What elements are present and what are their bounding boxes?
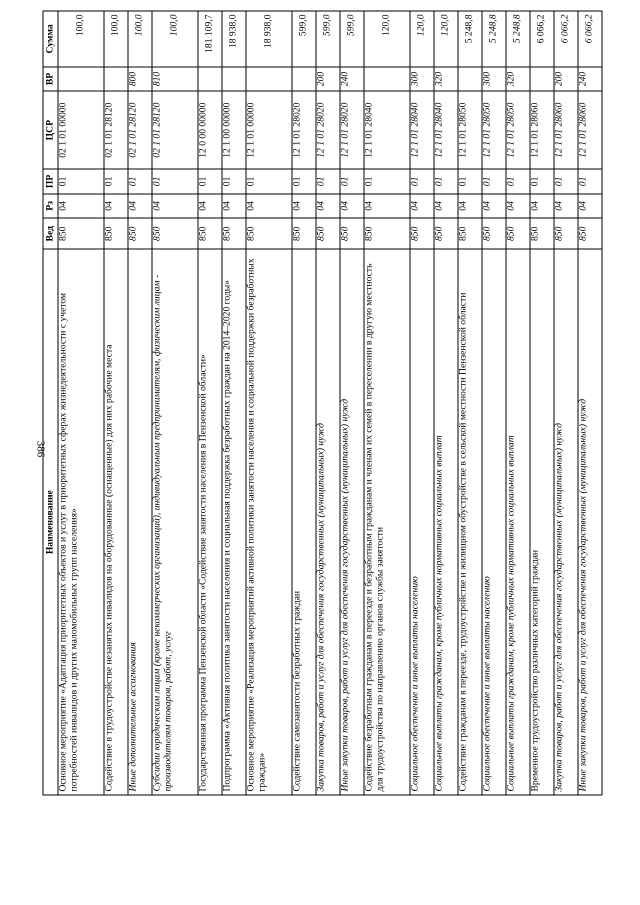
cell-sum: 100,0 (58, 11, 104, 67)
cell-ved: 850 (246, 218, 292, 249)
cell-name: Иные закупки товаров, работ и услуг для обеспечения государственных (муниципальных) нужд (578, 249, 602, 795)
cell-name: Социальное обеспечение и иные выплаты населению (410, 249, 434, 795)
cell-rz: 04 (58, 194, 104, 219)
cell-csr: 12 1 01 28020 (316, 91, 340, 169)
table-row (316, 11, 340, 795)
table-row (222, 11, 246, 795)
cell-pr: 01 (246, 169, 292, 194)
cell-name: Содействие безработным гражданам в переезде и безработным гражданам и членам их семей в переселении в другую местность для трудоустройства по направлению органов службы занятости (364, 249, 410, 795)
table-row (58, 11, 104, 795)
cell-pr: 01 (198, 169, 222, 194)
cell-vr (292, 67, 316, 92)
cell-ved: 850 (434, 218, 458, 249)
cell-rz: 04 (104, 194, 128, 219)
cell-sum: 599,0 (340, 11, 364, 67)
table-row (104, 11, 128, 795)
cell-ved: 850 (104, 218, 128, 249)
cell-ved: 850 (198, 218, 222, 249)
cell-csr: 12 1 01 00000 (246, 91, 292, 169)
cell-name: Социальные выплаты гражданам, кроме публичных нормативных социальных выплат (434, 249, 458, 795)
cell-pr: 01 (316, 169, 340, 194)
cell-name: Закупка товаров, работ и услуг для обеспечения государственных (муниципальных) нужд (554, 249, 578, 795)
table-row (292, 11, 316, 795)
table-row (340, 11, 364, 795)
cell-ved: 850 (482, 218, 506, 249)
header-pr: ПР (43, 169, 58, 194)
cell-vr: 320 (506, 67, 530, 92)
cell-rz: 04 (152, 194, 198, 219)
table-row (482, 11, 506, 795)
cell-rz: 04 (506, 194, 530, 219)
cell-ved: 850 (152, 218, 198, 249)
cell-rz: 04 (128, 194, 152, 219)
cell-rz: 04 (292, 194, 316, 219)
cell-sum: 6 066,2 (530, 11, 554, 67)
cell-vr (458, 67, 482, 92)
cell-ved: 850 (410, 218, 434, 249)
table-header-row (43, 11, 58, 795)
cell-vr (104, 67, 128, 92)
table-row (578, 11, 602, 795)
cell-rz: 04 (198, 194, 222, 219)
table-row (152, 11, 198, 795)
cell-csr: 12 0 00 00000 (198, 91, 222, 169)
cell-rz: 04 (482, 194, 506, 219)
cell-vr: 320 (434, 67, 458, 92)
cell-sum: 120,0 (410, 11, 434, 67)
cell-sum: 6 066,2 (578, 11, 602, 67)
cell-name: Социальное обеспечение и иные выплаты населению (482, 249, 506, 795)
cell-pr: 01 (482, 169, 506, 194)
cell-vr: 800 (128, 67, 152, 92)
table-row (410, 11, 434, 795)
cell-pr: 01 (530, 169, 554, 194)
cell-vr (222, 67, 246, 92)
page-number: 386 (34, 440, 47, 458)
cell-pr: 01 (364, 169, 410, 194)
table-row (530, 11, 554, 795)
table-row (506, 11, 530, 795)
cell-csr: 12 1 01 28060 (554, 91, 578, 169)
budget-table (43, 11, 603, 796)
table-row (128, 11, 152, 795)
cell-vr (364, 67, 410, 92)
table-row (434, 11, 458, 795)
cell-ved: 850 (292, 218, 316, 249)
cell-vr: 240 (340, 67, 364, 92)
cell-sum: 120,0 (434, 11, 458, 67)
cell-ved: 850 (58, 218, 104, 249)
cell-sum: 100,0 (104, 11, 128, 67)
cell-rz: 04 (222, 194, 246, 219)
cell-name: Содействие самозанятости безработных граждан (292, 249, 316, 795)
cell-sum: 18 938,0 (246, 11, 292, 67)
cell-csr: 02 1 01 28120 (152, 91, 198, 169)
cell-ved: 850 (364, 218, 410, 249)
cell-name: Содействие гражданам в переезде, трудоустройстве и жилищном обустройстве в сельской местности Пензенской области (458, 249, 482, 795)
cell-sum: 181 109,7 (198, 11, 222, 67)
header-csr: ЦСР (43, 91, 58, 169)
cell-rz: 04 (458, 194, 482, 219)
cell-csr: 12 1 01 28020 (340, 91, 364, 169)
cell-vr: 240 (578, 67, 602, 92)
cell-name: Иные дополнительные ассигнования (128, 249, 152, 795)
cell-pr: 01 (222, 169, 246, 194)
cell-sum: 599,0 (316, 11, 340, 67)
cell-rz: 04 (340, 194, 364, 219)
cell-pr: 01 (58, 169, 104, 194)
cell-name: Государственная программа Пензенской области «Содействие занятости населения в Пензенской области» (198, 249, 222, 795)
cell-sum: 100,0 (128, 11, 152, 67)
table-row (458, 11, 482, 795)
table-row (198, 11, 222, 795)
table-row (554, 11, 578, 795)
cell-csr: 12 1 01 28060 (578, 91, 602, 169)
cell-ved: 850 (530, 218, 554, 249)
cell-vr: 300 (482, 67, 506, 92)
cell-sum: 599,0 (292, 11, 316, 67)
cell-pr: 01 (506, 169, 530, 194)
cell-rz: 04 (578, 194, 602, 219)
cell-vr: 300 (410, 67, 434, 92)
cell-pr: 01 (410, 169, 434, 194)
cell-rz: 04 (364, 194, 410, 219)
cell-vr: 810 (152, 67, 198, 92)
cell-name: Содействие в трудоустройстве незанятых инвалидов на оборудованные (оснащенные) для них рабочие места (104, 249, 128, 795)
cell-vr (198, 67, 222, 92)
cell-name: Основное мероприятие «Реализация мероприятий активной политики занятости населения и социальной поддержки безработных граждан» (246, 249, 292, 795)
cell-csr: 12 1 01 28060 (530, 91, 554, 169)
cell-csr: 02 1 01 00000 (58, 91, 104, 169)
cell-csr: 12 1 01 28050 (458, 91, 482, 169)
cell-name: Иные закупки товаров, работ и услуг для обеспечения государственных (муниципальных) нужд (340, 249, 364, 795)
cell-csr: 02 1 01 28120 (128, 91, 152, 169)
cell-csr: 12 1 01 28040 (434, 91, 458, 169)
cell-pr: 01 (554, 169, 578, 194)
cell-rz: 04 (530, 194, 554, 219)
cell-name: Субсидии юридическим лицам (кроме некоммерческих организаций), индивидуальным предпринимателям, физическим лицам - производителям товаров, работ, услуг (152, 249, 198, 795)
cell-csr: 12 1 01 28020 (292, 91, 316, 169)
cell-rz: 04 (316, 194, 340, 219)
rotated-table-container (43, 11, 603, 796)
cell-csr: 12 1 01 28050 (506, 91, 530, 169)
header-ved: Вед (43, 218, 58, 249)
cell-ved: 850 (554, 218, 578, 249)
cell-sum: 5 248,8 (506, 11, 530, 67)
cell-pr: 01 (434, 169, 458, 194)
cell-rz: 04 (554, 194, 578, 219)
cell-sum: 120,0 (364, 11, 410, 67)
header-vr: ВР (43, 67, 58, 92)
cell-rz: 04 (410, 194, 434, 219)
cell-ved: 850 (316, 218, 340, 249)
cell-sum: 100,0 (152, 11, 198, 67)
cell-vr: 200 (316, 67, 340, 92)
cell-csr: 12 1 01 28040 (364, 91, 410, 169)
cell-csr: 02 1 01 28120 (104, 91, 128, 169)
cell-ved: 850 (458, 218, 482, 249)
cell-pr: 01 (340, 169, 364, 194)
cell-ved: 850 (128, 218, 152, 249)
cell-pr: 01 (458, 169, 482, 194)
cell-name: Закупка товаров, работ и услуг для обеспечения государственных (муниципальных) нужд (316, 249, 340, 795)
table-row (246, 11, 292, 795)
header-sum: Сумма (43, 11, 58, 67)
cell-ved: 850 (340, 218, 364, 249)
cell-vr (58, 67, 104, 92)
cell-sum: 18 938,0 (222, 11, 246, 67)
cell-csr: 12 1 01 28050 (482, 91, 506, 169)
cell-ved: 850 (578, 218, 602, 249)
cell-name: Основное мероприятие «Адаптация приоритетных объектов и услуг в приоритетных сферах жизнедеятельности с учетом потребностей инвалидов и других маломобильных групп населения» (58, 249, 104, 795)
cell-sum: 5 248,8 (458, 11, 482, 67)
header-rz: Рз (43, 194, 58, 219)
cell-name: Подпрограмма «Активная политика занятости населения и социальная поддержка безработных граждан на 2014–2020 годы» (222, 249, 246, 795)
header-name: Наименование (43, 249, 58, 795)
cell-ved: 850 (506, 218, 530, 249)
cell-pr: 01 (292, 169, 316, 194)
cell-pr: 01 (578, 169, 602, 194)
cell-name: Временное трудоустройство различных категорий граждан (530, 249, 554, 795)
table-body (58, 11, 602, 795)
cell-csr: 12 1 00 00000 (222, 91, 246, 169)
cell-csr: 12 1 01 28040 (410, 91, 434, 169)
cell-sum: 6 066,2 (554, 11, 578, 67)
table-row (364, 11, 410, 795)
cell-vr (246, 67, 292, 92)
cell-rz: 04 (246, 194, 292, 219)
cell-vr: 200 (554, 67, 578, 92)
cell-pr: 01 (152, 169, 198, 194)
cell-pr: 01 (128, 169, 152, 194)
cell-name: Социальные выплаты гражданам, кроме публичных нормативных социальных выплат (506, 249, 530, 795)
cell-sum: 5 248,8 (482, 11, 506, 67)
cell-pr: 01 (104, 169, 128, 194)
cell-rz: 04 (434, 194, 458, 219)
cell-vr (530, 67, 554, 92)
cell-ved: 850 (222, 218, 246, 249)
